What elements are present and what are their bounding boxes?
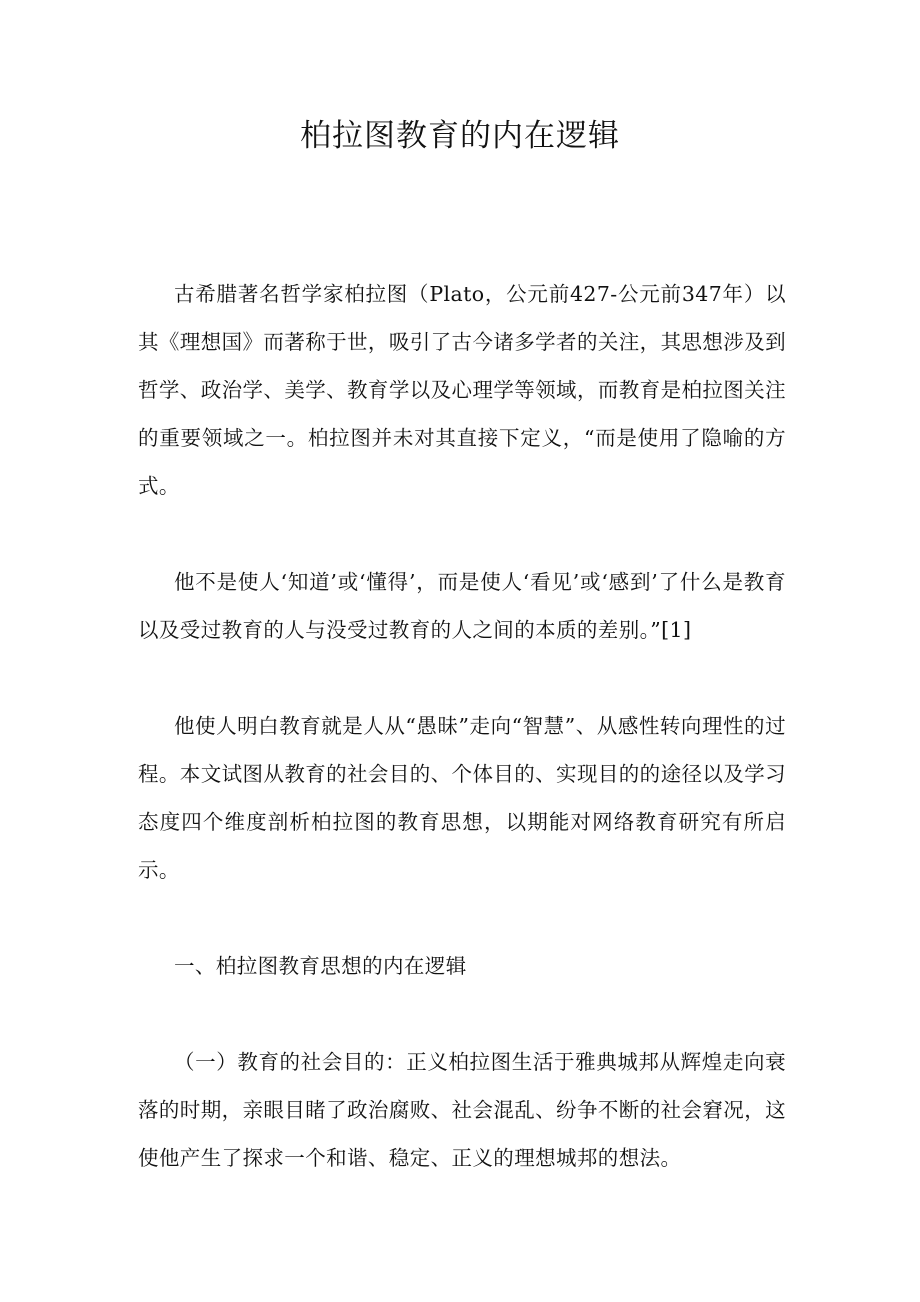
paragraph-intro: 古希腊著名哲学家柏拉图（Plato，公元前427-公元前347年）以其《理想国》而著称于世，吸引了古今诸多学者的关注，其思想涉及到哲学、政治学、美学、教育学以及心理学等领域，而教育是柏拉图关注的重要领域之一。柏拉图并未对其直接下定义，“而是使用了隐喻的方式。 [138, 282, 786, 498]
document-title: 柏拉图教育的内在逻辑 [300, 118, 620, 154]
paragraph-purpose: 他使人明白教育就是人从“愚昧”走向“智慧”、从感性转向理性的过程。本文试图从教育的社会目的、个体目的、实现目的的途径以及学习态度四个维度剖析柏拉图的教育思想，以期能对网络教育研究有所启示。 [138, 714, 786, 882]
section-heading: 一、柏拉图教育思想的内在逻辑 [174, 954, 467, 978]
paragraph-quote: 他不是使人‘知道’或‘懂得’，而是使人‘看见’或‘感到’了什么是教育以及受过教育的人与没受过教育的人之间的本质的差别。”[1] [138, 570, 786, 642]
paragraph-social-goal: （一）教育的社会目的：正义柏拉图生活于雅典城邦从辉煌走向衰落的时期，亲眼目睹了政治腐败、社会混乱、纷争不断的社会窘况，这使他产生了探求一个和谐、稳定、正义的理想城邦的想法。 [138, 1050, 786, 1170]
